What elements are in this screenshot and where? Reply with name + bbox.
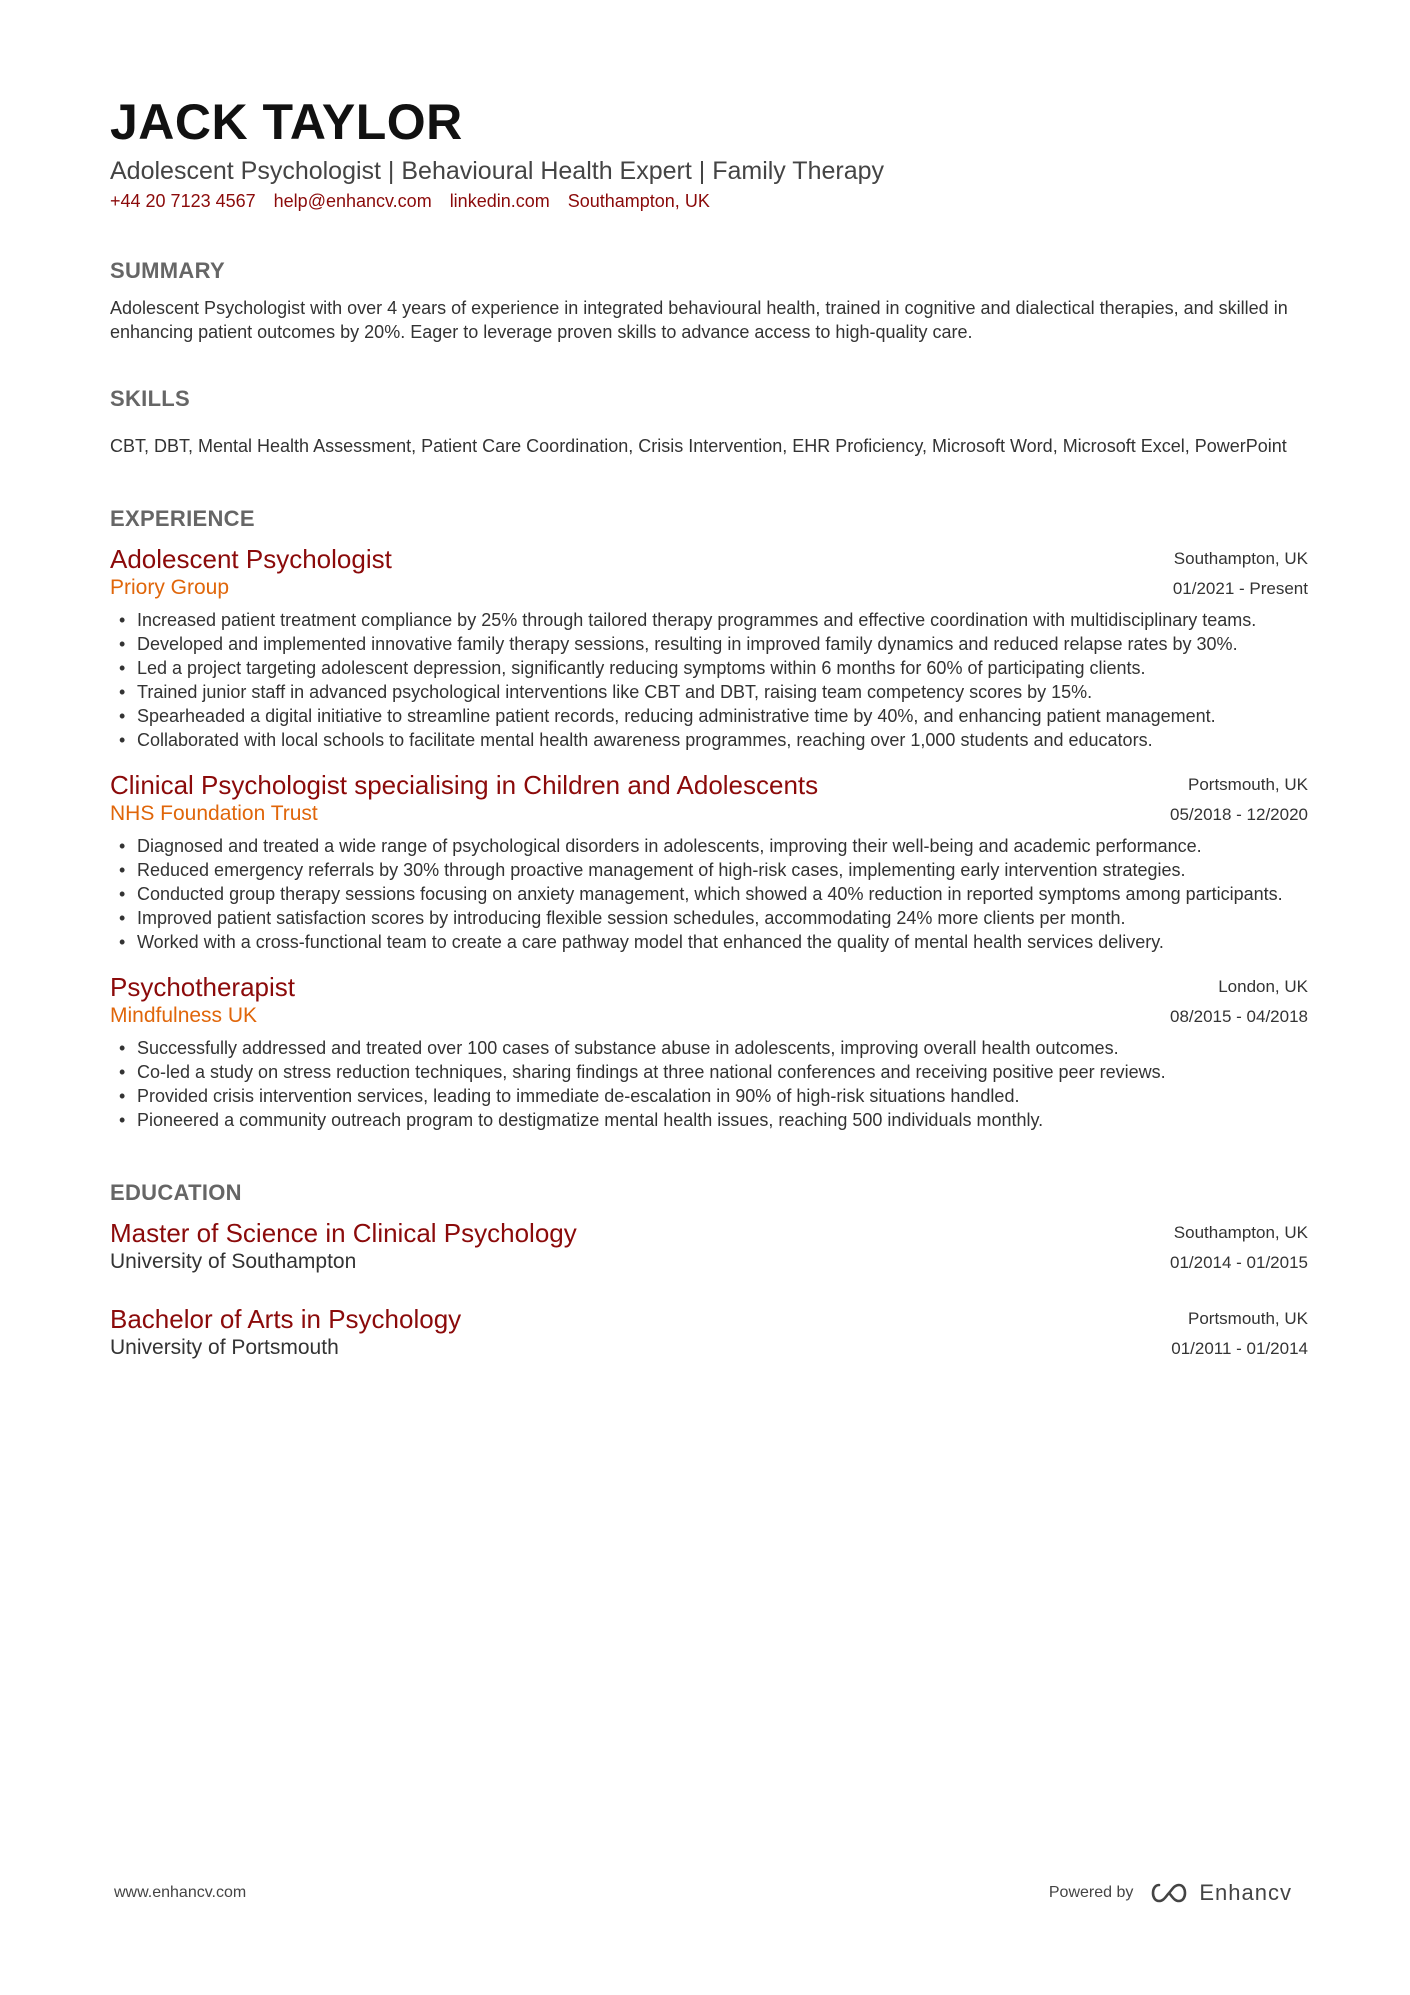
job-location: London, UK [1218, 977, 1308, 996]
achievement-item: • Spearheaded a digital initiative to streamline patient records, reducing administrative time by 40%, and enhancing patient management. [137, 704, 1308, 728]
school-location: Portsmouth, UK [1188, 1309, 1308, 1328]
resume-page [110, 96, 1308, 1364]
linkedin-link[interactable]: linkedin.com [449, 191, 550, 211]
achievement-item: • Reduced emergency referrals by 30% through proactive management of high-risk cases, implementing early intervention strategies. [137, 858, 1308, 882]
achievement-item: • Increased patient treatment compliance by 25% through tailored therapy programmes and effective coordination with multidisciplinary teams. [137, 608, 1308, 632]
job-title: Adolescent Psychologist [110, 544, 392, 574]
website-link[interactable]: www.enhancv.com [114, 1884, 247, 1901]
page-footer [114, 1880, 1292, 1906]
achievement-item: • Diagnosed and treated a wide range of psychological disorders in adolescents, improving their well-being and academic performance. [137, 834, 1308, 858]
achievement-list [110, 834, 1308, 954]
candidate-headline: Adolescent Psychologist | Behavioural Health Expert | Family Therapy [110, 156, 885, 185]
achievement-list [110, 1036, 1308, 1132]
degree-title: Master of Science in Clinical Psychology [110, 1218, 577, 1248]
achievement-item: • Provided crisis intervention services, leading to immediate de-escalation in 90% of high-risk situations handled. [137, 1084, 1308, 1108]
company-name: NHS Foundation Trust [110, 802, 318, 825]
achievement-item: • Developed and implemented innovative family therapy sessions, resulting in improved family dynamics and reduced relapse rates by 30%. [137, 632, 1308, 656]
location-text: Southampton, UK [567, 191, 710, 211]
achievement-list [110, 608, 1308, 752]
school-name: University of Portsmouth [110, 1336, 339, 1359]
brand-logo[interactable] [1147, 1880, 1292, 1906]
job-dates: 08/2015 - 04/2018 [1169, 1007, 1308, 1026]
achievement-item: • Improved patient satisfaction scores by introducing flexible session schedules, accommodating 24% more clients per month. [137, 906, 1308, 930]
achievement-item: • Co-led a study on stress reduction techniques, sharing findings at three national conferences and receiving positive peer reviews. [137, 1060, 1308, 1084]
job-location: Portsmouth, UK [1188, 775, 1308, 794]
email-link[interactable]: help@enhancv.com [273, 191, 432, 211]
education-dates: 01/2014 - 01/2015 [1169, 1253, 1308, 1272]
company-name: Mindfulness UK [110, 1004, 258, 1027]
section-title: EDUCATION [110, 1180, 242, 1205]
education-dates: 01/2011 - 01/2014 [1171, 1339, 1308, 1358]
section-title: SUMMARY [110, 258, 225, 283]
job-location: Southampton, UK [1173, 549, 1308, 568]
section-title: EXPERIENCE [110, 506, 255, 531]
achievement-item: • Led a project targeting adolescent depression, significantly reducing symptoms within 6 months for 60% of participating clients. [137, 656, 1308, 680]
achievement-item: • Conducted group therapy sessions focusing on anxiety management, which showed a 40% reduction in reported symptoms among participants. [137, 882, 1308, 906]
skills-list: CBT, DBT, Mental Health Assessment, Patient Care Coordination, Crisis Intervention, EHR Proficiency, Microsoft Word, Microsoft Excel, PowerPoint [110, 436, 1287, 456]
brand-name: Enhancv [1199, 1880, 1292, 1905]
achievement-item: • Collaborated with local schools to facilitate mental health awareness programmes, reaching over 1,000 students and educators. [137, 728, 1308, 752]
section-title: SKILLS [110, 386, 191, 411]
summary-text: Adolescent Psychologist with over 4 years of experience in integrated behavioural health, trained in cognitive and dialectical therapies, and skilled in enhancing patient outcomes by 20%. Eager to leverage proven skills to advance access to high-quality care. [110, 298, 1288, 342]
achievement-item: • Worked with a cross-functional team to create a care pathway model that enhanced the quality of mental health services delivery. [137, 930, 1308, 954]
experience-entry [110, 770, 1308, 954]
achievement-item: • Successfully addressed and treated over 100 cases of substance abuse in adolescents, improving overall health outcomes. [137, 1036, 1308, 1060]
resume-header [110, 96, 1308, 212]
school-name: University of Southampton [110, 1250, 357, 1273]
experience-entry [110, 972, 1308, 1132]
powered-by-label: Powered by [1048, 1884, 1134, 1901]
job-title: Clinical Psychologist specialising in Children and Adolescents [110, 770, 819, 800]
experience-entry [110, 544, 1308, 752]
candidate-name: JACK TAYLOR [110, 94, 463, 150]
school-location: Southampton, UK [1173, 1223, 1308, 1242]
enhancv-logo-icon [1147, 1881, 1191, 1905]
experience-section [110, 506, 1308, 1132]
achievement-item: • Pioneered a community outreach program to destigmatize mental health issues, reaching 500 individuals monthly. [137, 1108, 1308, 1132]
education-entry [110, 1218, 1308, 1278]
education-section [110, 1180, 1308, 1364]
job-dates: 01/2021 - Present [1172, 579, 1308, 598]
skills-section [110, 386, 1308, 458]
summary-section [110, 258, 1308, 344]
education-entry [110, 1304, 1308, 1364]
degree-title: Bachelor of Arts in Psychology [110, 1304, 462, 1334]
job-dates: 05/2018 - 12/2020 [1169, 805, 1308, 824]
contact-info [110, 191, 1308, 212]
achievement-item: • Trained junior staff in advanced psychological interventions like CBT and DBT, raising team competency scores by 15%. [137, 680, 1308, 704]
phone-number[interactable]: +44 20 7123 4567 [110, 191, 256, 211]
job-title: Psychotherapist [110, 972, 295, 1002]
powered-by [1049, 1880, 1292, 1906]
company-name: Priory Group [110, 576, 230, 599]
